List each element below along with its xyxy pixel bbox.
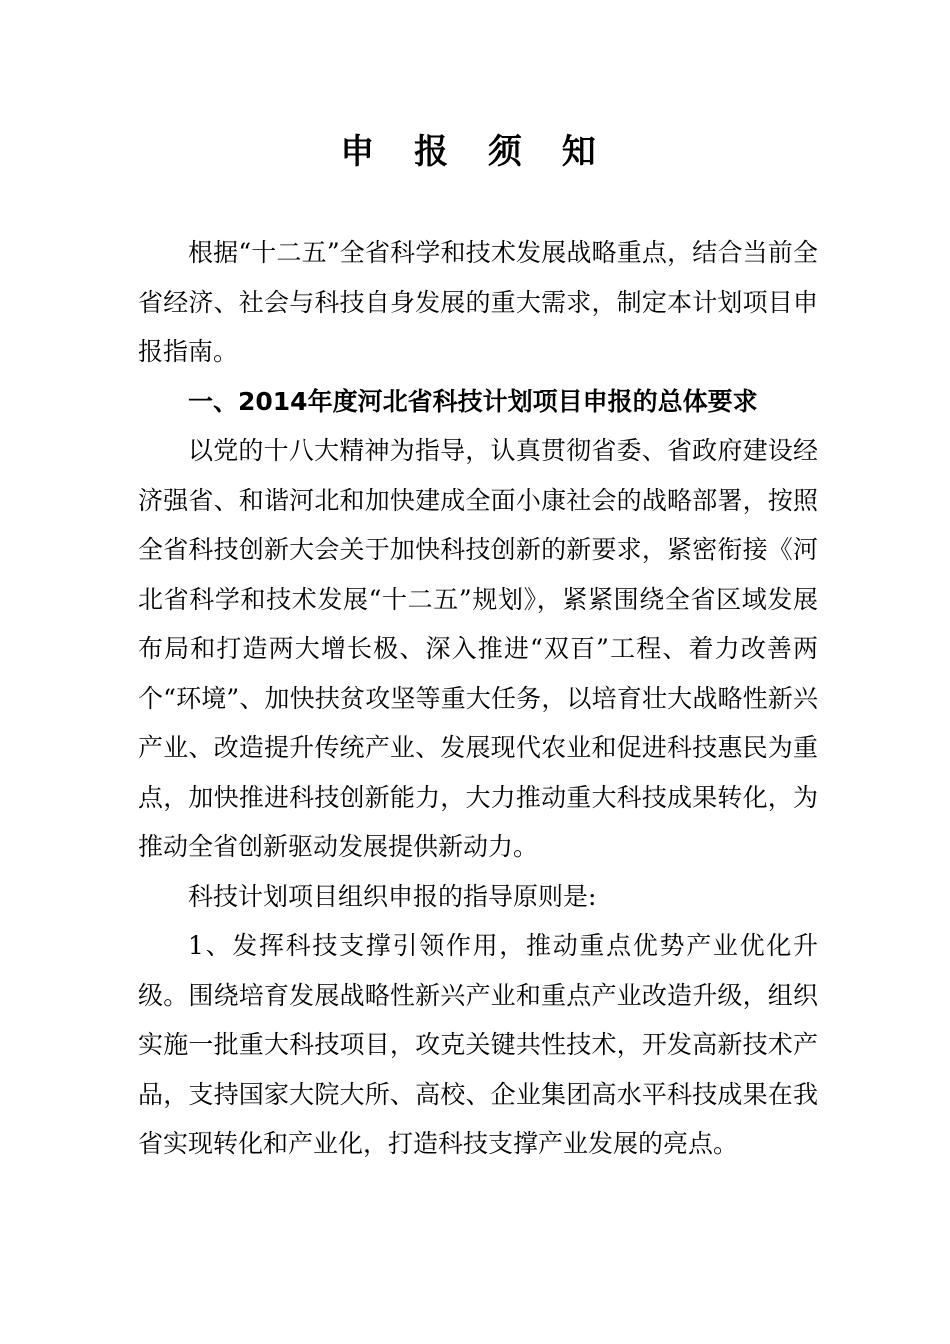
principles-intro-paragraph: 科技计划项目组织申报的指导原则是: xyxy=(188,881,597,911)
principle-1-paragraph: 1、发挥科技支撑引领作用，推动重点优势产业优化升级。围绕培育发展战略性新兴产业和重点产业改造升级，组织实施一批重大科技项目，攻克关键共性技术，开发高新技术产品，支持国家大院大所、高校、企业集团高水平科技成果在我省实现转化和产业化，打造科技支撑产业发展的亮点。 xyxy=(138,931,818,1158)
section-heading: 一、2014年度河北省科技计划项目申报的总体要求 xyxy=(188,386,758,416)
document-body xyxy=(138,228,818,1169)
intro-paragraph: 根据“十二五”全省科学和技术发展战略重点，结合当前全省经济、社会与科技自身发展的重大需求，制定本计划项目申报指南。 xyxy=(138,238,818,366)
general-requirements-paragraph: 以党的十八大精神为指导，认真贯彻省委、省政府建设经济强省、和谐河北和加快建成全面小康社会的战略部署，按照全省科技创新大会关于加快科技创新的新要求，紧密衔接《河北省科学和技术发展“十二五”规划》，紧紧围绕全省区域发展布局和打造两大增长极、深入推进“双百”工程、着力改善两个“环境”、加快扶贫攻坚等重大任务，以培育壮大战略性新兴产业、改造提升传统产业、发展现代农业和促进科技惠民为重点，加快推进科技创新能力，大力推动重大科技成果转化，为推动全省创新驱动发展提供新动力。 xyxy=(138,436,818,861)
page-title: 申 报 须 知 xyxy=(340,132,610,172)
